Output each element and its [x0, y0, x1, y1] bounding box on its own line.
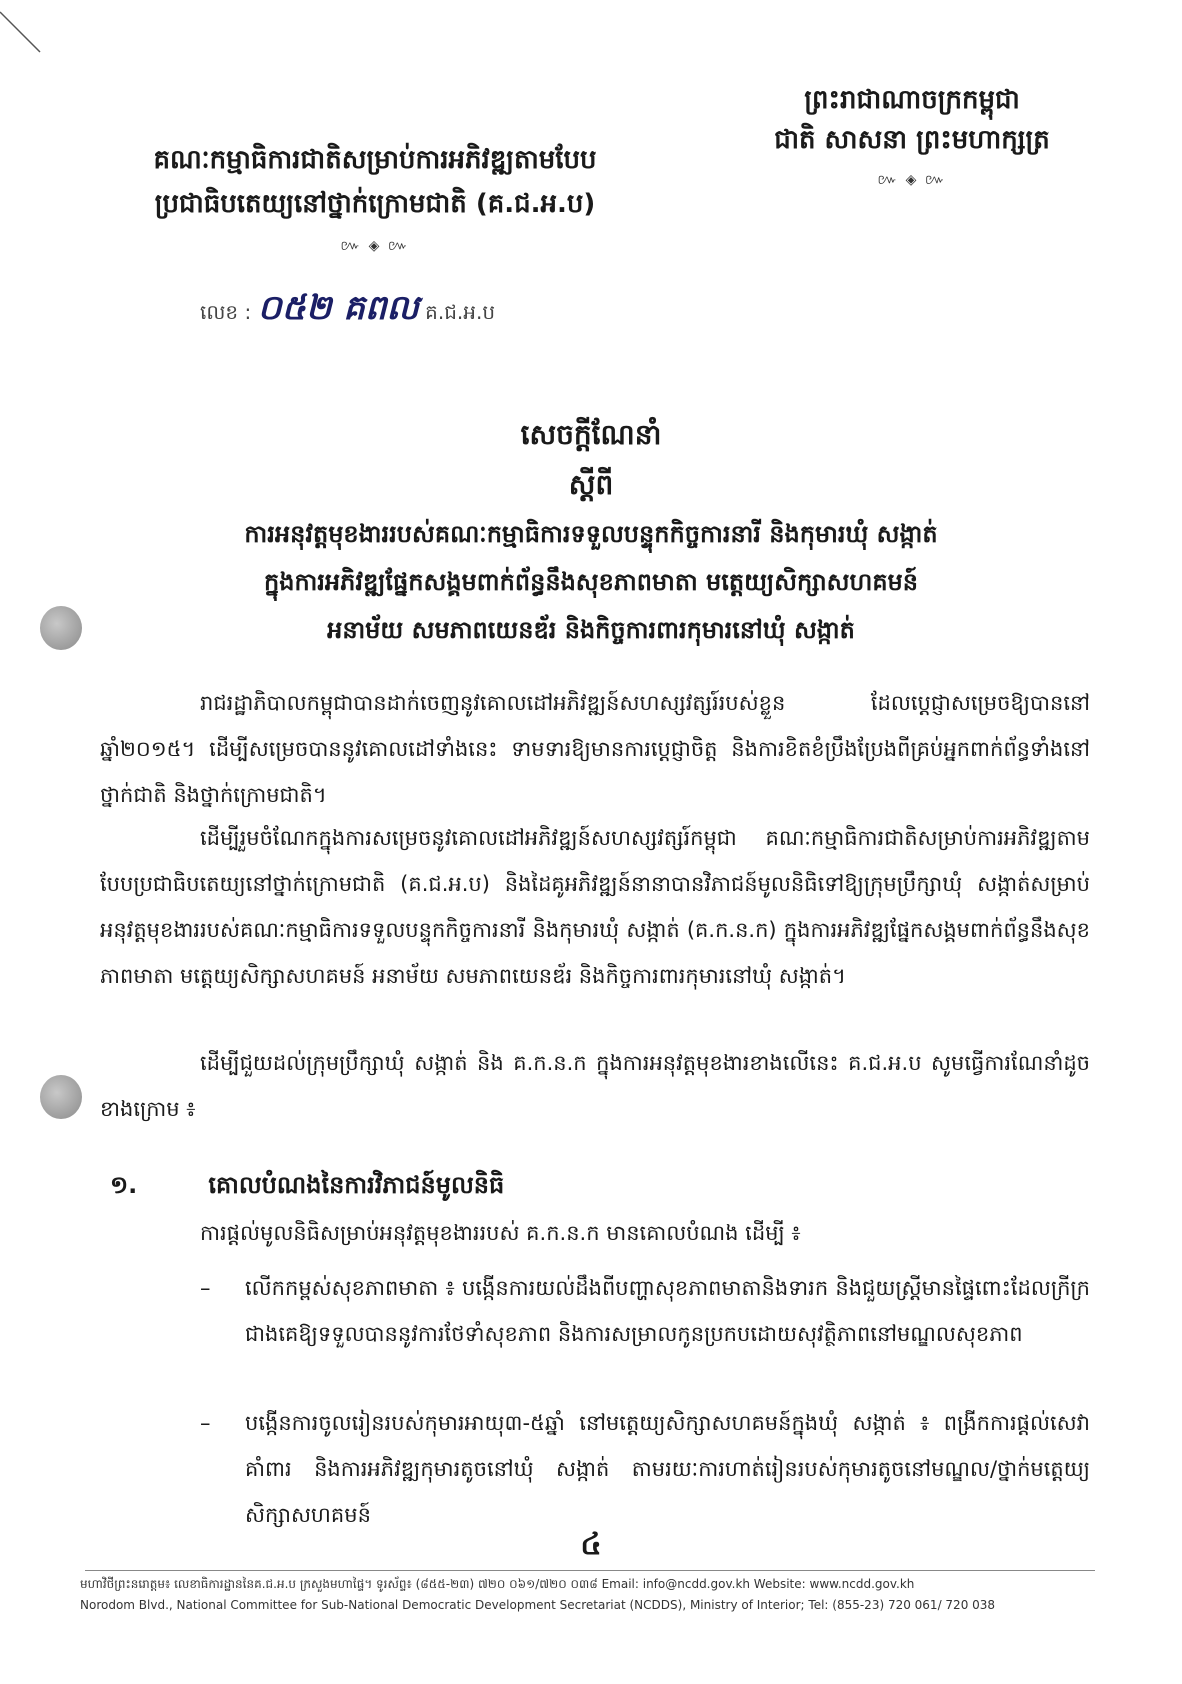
body-paragraph-3: ដើម្បីជួយដល់ក្រុមប្រឹក្សាឃុំ សង្កាត់ និង គ.ក.ន.ក ក្នុងការអនុវត្តមុខងារខាងលើនេះ គ.ជ.អ.ប សូមធ្វើការណែនាំដូចខាងក្រោម ៖	[100, 1051, 1090, 1121]
list-item-text: លើកកម្ពស់សុខភាពមាតា ៖ បង្កើនការយល់ដឹងពីបញ្ហាសុខភាពមាតានិងទារក និងជួយស្ត្រីមានផ្ទៃពោះដែលក្រីក្រជាងគេឱ្យទទួលបាននូវការថែទាំសុខភាព និងការសម្រាលកូនប្រកបដោយសុវត្ថិភាពនៅមណ្ឌលសុខភាព	[245, 1276, 1090, 1346]
kingdom-header	[752, 80, 1072, 191]
bullet-dash: –	[200, 1276, 211, 1300]
footer-address-english: Norodom Blvd., National Committee for Sub-National Democratic Development Secretariat (NCDDS), Ministry of Interior; Tel: (855-23) 720 061/ 720 038	[80, 1598, 996, 1612]
kingdom-title: ព្រះរាជាណាចក្រកម្ពុជា	[804, 85, 1020, 115]
section-heading	[110, 1170, 504, 1205]
section-intro: ការផ្ដល់មូលនិធិសម្រាប់អនុវត្តមុខងាររបស់ គ.ក.ន.ក មានគោលបំណង ដើម្បី ៖	[200, 1221, 801, 1245]
title-subject-line3: អនាម័យ សមភាពយេនឌ័រ និងកិច្ចការពារកុមារនៅឃុំ សង្កាត់	[327, 616, 855, 644]
punch-hole	[40, 1075, 82, 1119]
list-item-text: បង្កើនការចូលរៀនរបស់កុមារអាយុ៣-៥ឆ្នាំ នៅមត្តេយ្យសិក្សាសហគមន៍ក្នុងឃុំ សង្កាត់ ៖ ពង្រីកការផ្ដល់សេវាគាំពារ និងការអភិវឌ្ឍកុមារតូចនៅឃុំ សង្កាត់ តាមរយៈការហាត់រៀនរបស់កុមារតូចនៅមណ្ឌល/ថ្នាក់មត្តេយ្យសិក្សាសហគមន៍	[245, 1411, 1090, 1527]
list-item	[200, 1265, 1090, 1357]
bullet-dash: –	[200, 1411, 211, 1435]
ref-suffix: គ.ជ.អ.ប	[425, 300, 496, 324]
footer-address-khmer: មហាវិថីព្រះនរោត្តម៖ លេខាធិការដ្ឋាននៃគ.ជ.អ.ប ក្រសួងមហាផ្ទៃ។ ទូរស័ព្ទ៖ (៨៥៥-២៣) ៧២០ ០៦១/៧២០ ០៣៨ Email: info@ncdd.gov.kh Website: www.ncdd.gov.kh	[80, 1577, 915, 1591]
page-number: ៤	[580, 1527, 602, 1562]
ref-handwritten-number: ០៥២ គពល	[257, 288, 419, 328]
reference-number	[200, 286, 495, 336]
title-subject-line2: ក្នុងការអភិវឌ្ឍផ្នែកសង្គមពាក់ព័ន្ធនឹងសុខភាពមាតា មត្តេយ្យសិក្សាសហគមន៍	[263, 568, 919, 596]
committee-name-line2: ប្រជាធិបតេយ្យនៅថ្នាក់ក្រោមជាតិ (គ.ជ.អ.ប)	[154, 189, 596, 219]
footer-divider	[85, 1570, 1095, 1571]
ornament-divider: ៚ ◈ ៚	[877, 172, 947, 188]
committee-name-line1: គណៈកម្មាធិការជាតិសម្រាប់ការអភិវឌ្ឍតាមបែប	[153, 145, 597, 175]
document-title	[60, 410, 1122, 654]
section-title: គោលបំណងនៃការវិភាជន៍មូលនិធិ	[208, 1171, 505, 1199]
list-item	[200, 1400, 1090, 1538]
title-main: សេចក្ដីណែនាំ	[520, 418, 662, 451]
section-number: ១.	[110, 1171, 138, 1199]
body-paragraph-1: រាជរដ្ឋាភិបាលកម្ពុជាបានដាក់ចេញនូវគោលដៅអភិវឌ្ឍន៍សហស្សវត្សរ៍របស់ខ្លួន ដែលប្ដេជ្ញាសម្រេចឱ្យបាននៅឆ្នាំ២០១៥។ ដើម្បីសម្រេចបាននូវគោលដៅទាំងនេះ ទាមទារឱ្យមានការប្ដេជ្ញាចិត្ត និងការខិតខំប្រឹងប្រែងពីគ្រប់អ្នកពាក់ព័ន្ធទាំងនៅថ្នាក់ជាតិ និងថ្នាក់ក្រោមជាតិ។	[100, 691, 1090, 807]
ref-label: លេខ :	[200, 300, 252, 324]
title-about: ស្ដីពី	[568, 468, 614, 501]
title-subject-line1: ការអនុវត្តមុខងាររបស់គណៈកម្មាធិការទទួលបន្ទុកកិច្ចការនារី និងកុមារឃុំ សង្កាត់	[244, 520, 938, 548]
kingdom-motto: ជាតិ សាសនា ព្រះមហាក្សត្រ	[774, 125, 1050, 155]
body-paragraph-2: ដើម្បីរួមចំណែកក្នុងការសម្រេចនូវគោលដៅអភិវឌ្ឍន៍សហស្សវត្សរ៍កម្ពុជា គណៈកម្មាធិការជាតិសម្រាប់ការអភិវឌ្ឍតាមបែបប្រជាធិបតេយ្យនៅថ្នាក់ក្រោមជាតិ (គ.ជ.អ.ប) និងដៃគូអភិវឌ្ឍន៍នានាបានវិភាជន៍មូលនិធិទៅឱ្យក្រុមប្រឹក្សាឃុំ សង្កាត់សម្រាប់អនុវត្តមុខងាររបស់គណៈកម្មាធិការទទួលបន្ទុកកិច្ចការនារី និងកុមារឃុំ សង្កាត់ (គ.ក.ន.ក) ក្នុងការអភិវឌ្ឍផ្នែកសង្គមពាក់ព័ន្ធនឹងសុខភាពមាតា មត្តេយ្យសិក្សាសហគមន៍ អនាម័យ សមភាពយេនឌ័រ និងកិច្ចការពារកុមារនៅឃុំ សង្កាត់។	[100, 826, 1090, 988]
scan-mark	[0, 0, 60, 60]
committee-header	[95, 138, 655, 257]
ornament-divider: ៚ ◈ ៚	[340, 238, 410, 254]
